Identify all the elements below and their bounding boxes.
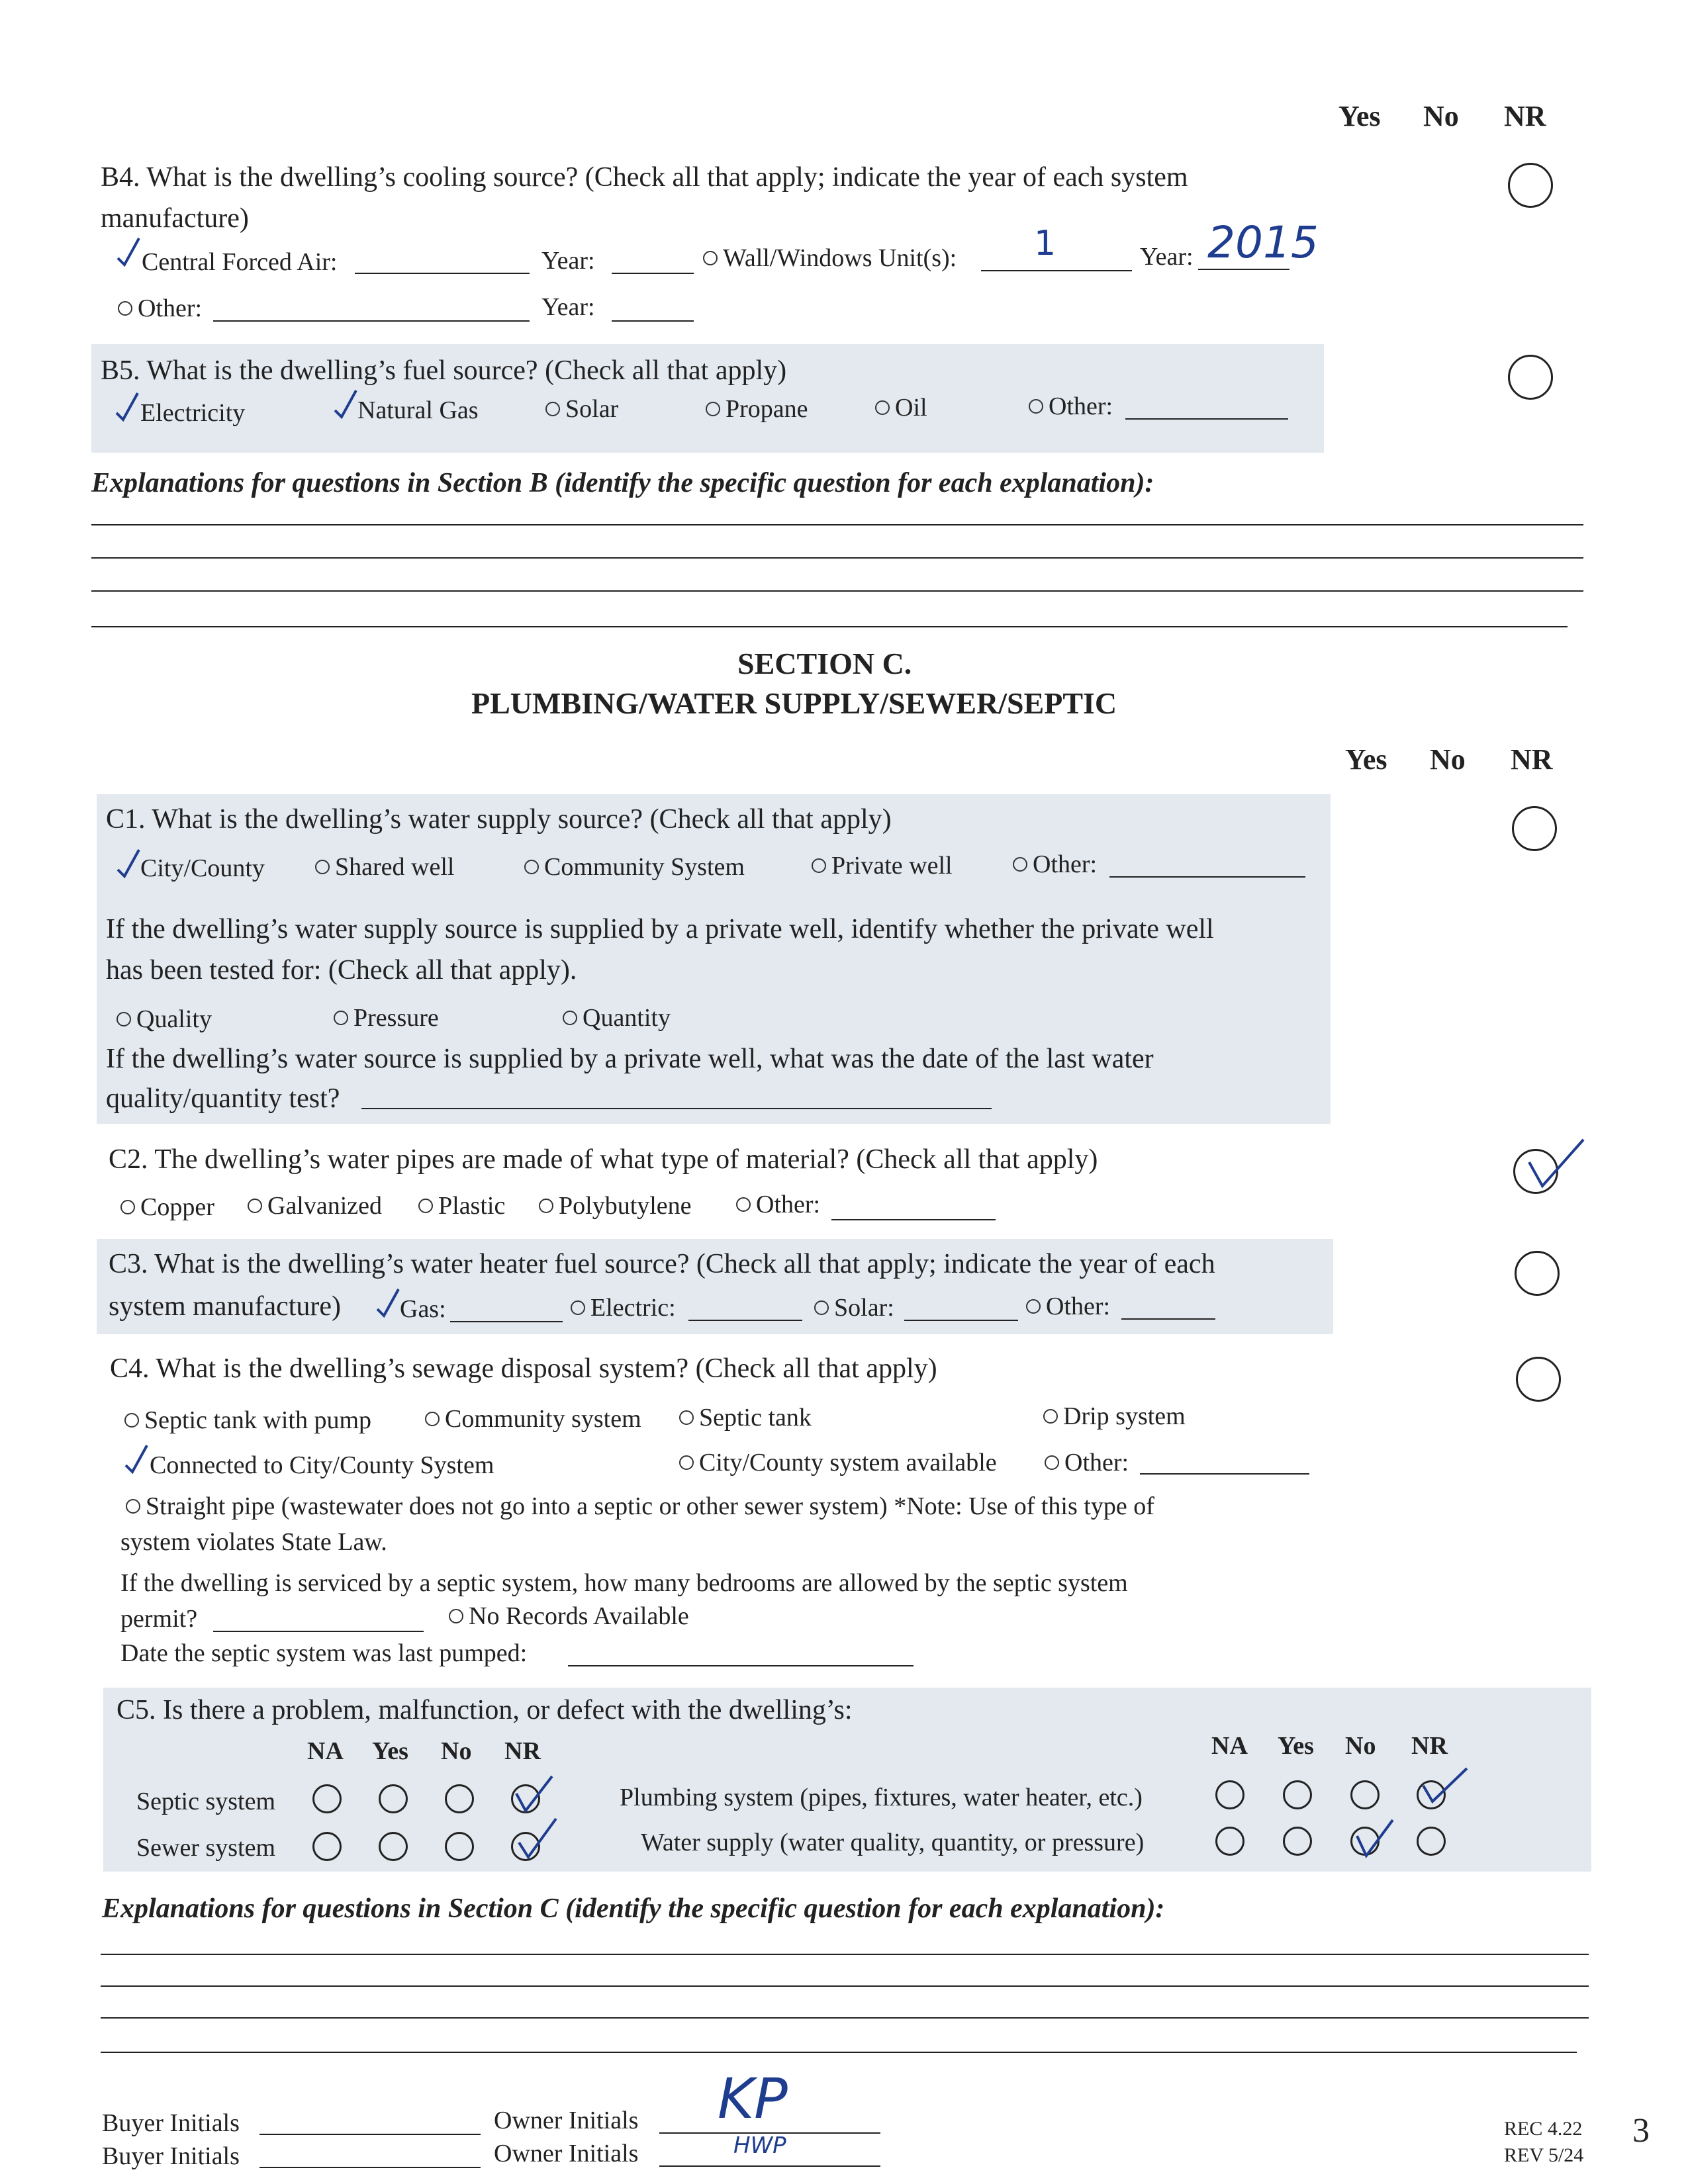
col-no-header: No: [1430, 743, 1466, 776]
c5-sewer-nr-check: [514, 1816, 560, 1862]
c1-pressure-option[interactable]: Pressure: [334, 1003, 439, 1032]
c2-galvanized-option[interactable]: Galvanized: [248, 1191, 382, 1220]
explain-c-line[interactable]: [101, 1985, 1589, 1987]
c2-plastic-option[interactable]: Plastic: [418, 1191, 505, 1220]
b4-wall-label: Wall/Windows Unit(s):: [723, 244, 957, 272]
c3-gas-label: Gas:: [400, 1295, 446, 1323]
b4-nr-radio[interactable]: [1508, 163, 1553, 208]
explain-b-line[interactable]: [91, 590, 1583, 592]
b4-year-label: Year:: [541, 247, 595, 275]
c1-nr-radio[interactable]: [1512, 806, 1557, 851]
b5-solar-option[interactable]: Solar: [545, 394, 618, 424]
c5-nr-header-right: NR: [1411, 1732, 1448, 1760]
owner-initials-1: KP: [718, 2066, 788, 2131]
c1-date-text-cont: quality/quantity test?: [106, 1083, 340, 1114]
c1-city-label: City/County: [140, 854, 265, 882]
b5-propane-option[interactable]: Propane: [706, 394, 808, 424]
c1-private-well-option[interactable]: Private well: [812, 851, 953, 880]
owner-initials-label-1: Owner Initials: [494, 2107, 639, 2134]
c4-other-option[interactable]: Other:: [1045, 1448, 1129, 1477]
c4-septic-pump-option[interactable]: Septic tank with pump: [124, 1406, 371, 1435]
form-rev-code: REV 5/24: [1504, 2144, 1584, 2166]
b5-oil-option[interactable]: Oil: [875, 393, 927, 422]
b4-central-check[interactable]: [115, 236, 142, 269]
c5-water-no-check: [1353, 1816, 1399, 1862]
c5-na-header-left: NA: [307, 1737, 344, 1765]
c3-gas-check[interactable]: [375, 1287, 401, 1320]
c5-plumbing-nr-check: [1419, 1766, 1472, 1812]
c4-nr-radio[interactable]: [1516, 1357, 1561, 1402]
explain-c-line[interactable]: [101, 1954, 1589, 1955]
c1-well-text: If the dwelling’s water supply source is supplied by a private well, identify whether the private well: [106, 914, 1214, 944]
col-nr-header: NR: [1504, 100, 1546, 132]
buyer-initials-field-2[interactable]: [259, 2167, 481, 2168]
c5-water-nr[interactable]: [1417, 1827, 1446, 1856]
c5-nr-header-left: NR: [504, 1737, 541, 1765]
b4-other-label: Other:: [138, 295, 203, 322]
c1-community-option[interactable]: Community System: [524, 852, 745, 882]
b5-electricity-check[interactable]: [114, 390, 140, 424]
b5-question: B5. What is the dwelling’s fuel source? (Check all that apply): [101, 355, 787, 386]
c5-septic-na[interactable]: [312, 1784, 342, 1813]
c2-copper-option[interactable]: Copper: [120, 1193, 214, 1222]
b4-question: B4. What is the dwelling’s cooling source? (Check all that apply; indicate the year of each system: [101, 162, 1188, 193]
c3-other-option[interactable]: Other:: [1026, 1292, 1110, 1321]
c4-no-records-option[interactable]: No Records Available: [449, 1602, 689, 1631]
c4-pumped-text: Date the septic system was last pumped:: [120, 1639, 528, 1667]
c3-solar-option[interactable]: Solar:: [814, 1293, 894, 1322]
c5-septic-yes[interactable]: [379, 1784, 408, 1813]
c1-city-check[interactable]: [115, 847, 142, 880]
buyer-initials-label-1: Buyer Initials: [102, 2109, 240, 2137]
c1-other-option[interactable]: Other:: [1013, 850, 1097, 879]
c5-question: C5. Is there a problem, malfunction, or defect with the dwelling’s:: [117, 1695, 853, 1725]
c4-pumped-field[interactable]: [568, 1665, 914, 1666]
c1-date-field[interactable]: [361, 1108, 992, 1109]
c5-sewer-yes[interactable]: [379, 1832, 408, 1861]
explain-c-line[interactable]: [101, 2017, 1589, 2019]
c3-nr-radio[interactable]: [1515, 1251, 1560, 1296]
buyer-initials-field-1[interactable]: [259, 2134, 481, 2135]
c4-bedrooms-text: If the dwelling is serviced by a septic system, how many bedrooms are allowed by the septic system: [120, 1569, 1128, 1597]
c5-no-header-right: No: [1345, 1732, 1376, 1760]
c1-question: C1. What is the dwelling’s water supply source? (Check all that apply): [106, 804, 892, 835]
c4-straight-pipe-option[interactable]: Straight pipe (wastewater does not go into a septic or other sewer system) *Note: Use of this type of: [126, 1492, 1154, 1521]
c5-sewer-label: Sewer system: [136, 1834, 276, 1862]
c2-nr-check: [1523, 1136, 1589, 1195]
c1-quality-option[interactable]: Quality: [117, 1005, 212, 1034]
b4-wall-count: 1: [1034, 224, 1056, 263]
owner-initials-label-2: Owner Initials: [494, 2140, 639, 2167]
section-c-title: SECTION C.: [737, 647, 912, 680]
col-nr-header: NR: [1511, 743, 1553, 776]
form-rec-code: REC 4.22: [1504, 2118, 1583, 2140]
c5-plumbing-no[interactable]: [1350, 1780, 1380, 1809]
section-c-subtitle: PLUMBING/WATER SUPPLY/SEWER/SEPTIC: [471, 686, 1117, 720]
b5-natural-gas-check[interactable]: [332, 388, 359, 421]
c4-community-option[interactable]: Community system: [425, 1404, 641, 1433]
explain-c-label: Explanations for questions in Section C (identify the specific question for each explanation):: [102, 1893, 1165, 1924]
c5-na-header-right: NA: [1211, 1732, 1248, 1760]
c5-plumbing-yes[interactable]: [1283, 1780, 1312, 1809]
c1-well-text-cont: has been tested for: (Check all that apply).: [106, 955, 577, 985]
owner-initials-field-2[interactable]: [659, 2165, 880, 2167]
c4-question: C4. What is the dwelling’s sewage disposal system? (Check all that apply): [110, 1353, 937, 1384]
c1-date-text: If the dwelling’s water source is supplied by a private well, what was the date of the last water: [106, 1044, 1154, 1074]
b5-other-option[interactable]: Other:: [1029, 392, 1113, 421]
owner-initials-2: HWP: [733, 2132, 786, 2159]
b4-other-year-label: Year:: [541, 293, 595, 321]
c3-question: C3. What is the dwelling’s water heater fuel source? (Check all that apply; indicate the year of each: [109, 1249, 1215, 1279]
c1-shared-well-option[interactable]: Shared well: [315, 852, 454, 882]
c5-plumbing-na[interactable]: [1215, 1780, 1244, 1809]
page-number: 3: [1632, 2112, 1650, 2150]
c3-electric-option[interactable]: Electric:: [571, 1293, 676, 1322]
c4-connected-label: Connected to City/County System: [150, 1451, 494, 1479]
b4-wall-option[interactable]: [703, 244, 957, 273]
c5-sewer-no[interactable]: [445, 1832, 474, 1861]
b5-electricity-label: Electricity: [140, 399, 246, 427]
c5-septic-nr-check: [511, 1774, 557, 1820]
c5-yes-header-right: Yes: [1278, 1732, 1314, 1760]
c5-plumbing-label: Plumbing system (pipes, fixtures, water heater, etc.): [620, 1784, 1143, 1811]
b5-natural-gas-label: Natural Gas: [357, 396, 479, 424]
b4-question-cont: manufacture): [101, 203, 249, 234]
explain-b-line[interactable]: [91, 626, 1568, 627]
c5-yes-header-left: Yes: [372, 1737, 408, 1765]
c5-no-header-left: No: [441, 1737, 472, 1765]
c5-water-label: Water supply (water quality, quantity, or pressure): [641, 1829, 1145, 1856]
c5-septic-no[interactable]: [445, 1784, 474, 1813]
b4-wall-year-label: Year:: [1140, 243, 1194, 271]
c4-straight-pipe-cont: system violates State Law.: [120, 1528, 387, 1556]
c4-septic-tank-option[interactable]: Septic tank: [679, 1403, 812, 1432]
explain-b-line[interactable]: [91, 524, 1583, 525]
c2-other-option[interactable]: Other:: [736, 1190, 820, 1219]
c4-bedrooms-field[interactable]: [213, 1631, 424, 1632]
c2-polybutylene-option[interactable]: Polybutylene: [539, 1191, 692, 1220]
b4-wall-year: 2015: [1207, 217, 1319, 268]
c1-quantity-option[interactable]: Quantity: [563, 1003, 671, 1032]
c4-bedrooms-text-cont: permit?: [120, 1605, 198, 1633]
col-no-header: No: [1423, 100, 1459, 132]
c3-question-cont: system manufacture): [109, 1291, 342, 1322]
col-yes-header: Yes: [1345, 743, 1387, 776]
b5-nr-radio[interactable]: [1508, 355, 1553, 400]
col-yes-header: Yes: [1338, 100, 1381, 132]
buyer-initials-label-2: Buyer Initials: [102, 2142, 240, 2170]
c4-connected-check[interactable]: [123, 1443, 150, 1476]
c5-water-na[interactable]: [1215, 1827, 1244, 1856]
explain-b-line[interactable]: [91, 557, 1583, 559]
c5-septic-label: Septic system: [136, 1788, 276, 1815]
c5-water-yes[interactable]: [1283, 1827, 1312, 1856]
c4-available-option[interactable]: City/County system available: [679, 1448, 997, 1477]
c2-question: C2. The dwelling’s water pipes are made of what type of material? (Check all that apply): [109, 1144, 1098, 1175]
c4-drip-option[interactable]: Drip system: [1043, 1402, 1186, 1431]
explain-b-label: Explanations for questions in Section B (identify the specific question for each explanation):: [91, 468, 1154, 498]
b4-other-option[interactable]: [118, 294, 202, 323]
explain-c-line[interactable]: [101, 2052, 1577, 2053]
c5-sewer-na[interactable]: [312, 1832, 342, 1861]
b4-central-label: Central Forced Air:: [142, 248, 338, 276]
